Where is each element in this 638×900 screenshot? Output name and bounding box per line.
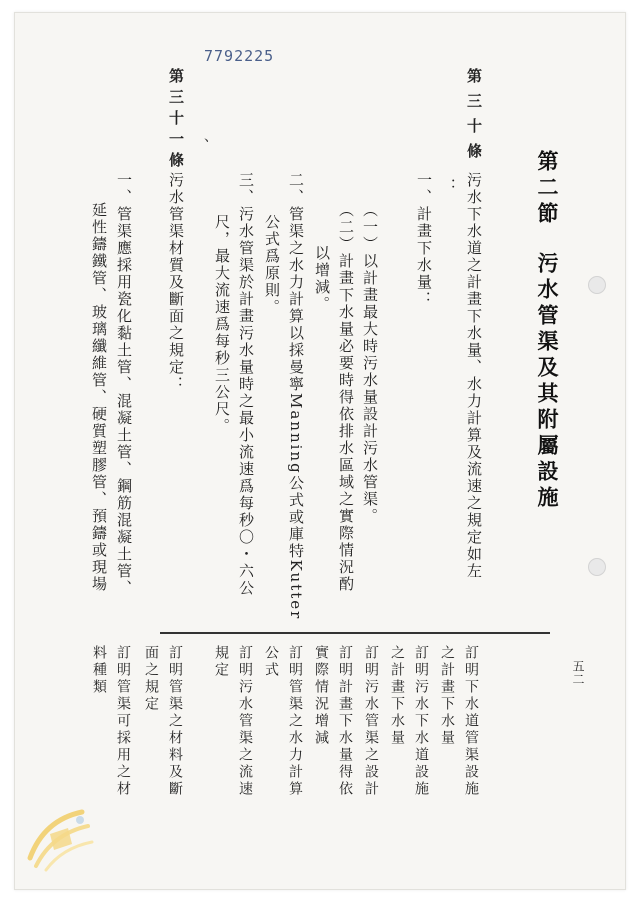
margin-note: 面之規定 [143, 645, 159, 713]
margin-note: 訂明管渠之材料及斷 [167, 645, 183, 798]
margin-note: 訂明管渠可採用之材 [115, 645, 131, 798]
article-30-item2-line2: 公式爲原則。 [263, 214, 281, 316]
article-30-label: 第三十條 [465, 68, 483, 168]
article-31-item1-line1: 一、管渠應採用瓷化黏土管、混凝土管、鋼筋混凝土管、 [115, 172, 133, 597]
article-30-item1-sub1: （一）以計畫最大時污水量設計污水管渠。 [361, 202, 379, 525]
article-30-item1-title: 一、計畫下水量： [415, 172, 433, 308]
stamp-number: 7792225 [204, 47, 275, 65]
page-number: 五二 [571, 660, 585, 686]
margin-note: 訂明管渠之水力計算 [287, 645, 303, 798]
margin-divider [160, 632, 550, 634]
article-31-label: 第三十一條 [167, 68, 185, 173]
article-31-intro: 污水管渠材質及斷面之規定： [167, 172, 185, 393]
article-30-item1-sub2-line2: 以增減。 [313, 245, 331, 313]
article-30-item2-line1: 二、管渠之水力計算以採曼寧Manning公式或庫特Kutter [287, 172, 305, 621]
article-31-mark: 、 [204, 129, 218, 145]
article-30-item3-line2: 尺，最大流速爲每秒三公尺。 [213, 214, 231, 435]
margin-note: 實際情況增減 [313, 645, 329, 747]
margin-note: 公式 [263, 645, 279, 679]
article-30-item1-sub2-line1: （二）計畫下水量必要時得依排水區域之實際情況酌 [337, 202, 355, 593]
margin-note: 訂明計畫下水量得依 [337, 645, 353, 798]
margin-note: 之計畫下水量 [439, 645, 455, 747]
article-30-intro-line2: ： [440, 178, 458, 195]
margin-note: 之計畫下水量 [389, 645, 405, 747]
article-30-item3-line1: 三、污水管渠於計畫污水量時之最小流速爲每秒〇・六公 [237, 172, 255, 597]
margin-note: 訂明污水下水道設施 [413, 645, 429, 798]
punch-hole [588, 276, 606, 294]
margin-note: 訂明下水道管渠設施 [463, 645, 479, 798]
margin-note: 訂明污水管渠之設計 [363, 645, 379, 798]
margin-note: 料種類 [91, 645, 107, 696]
margin-note: 訂明污水管渠之流速 [237, 645, 253, 798]
section-number: 第二節 [535, 150, 560, 228]
margin-note: 規定 [213, 645, 229, 679]
article-31-item1-line2: 延性鑄鐵管、玻璃纖維管、硬質塑膠管、預鑄或現場 [90, 202, 108, 593]
section-title: 污水管渠及其附屬設施 [535, 252, 560, 512]
archive-logo-icon [22, 800, 102, 880]
article-30-intro-line1: 污水下水道之計畫下水量、水力計算及流速之規定如左 [465, 172, 483, 580]
punch-hole [588, 558, 606, 576]
